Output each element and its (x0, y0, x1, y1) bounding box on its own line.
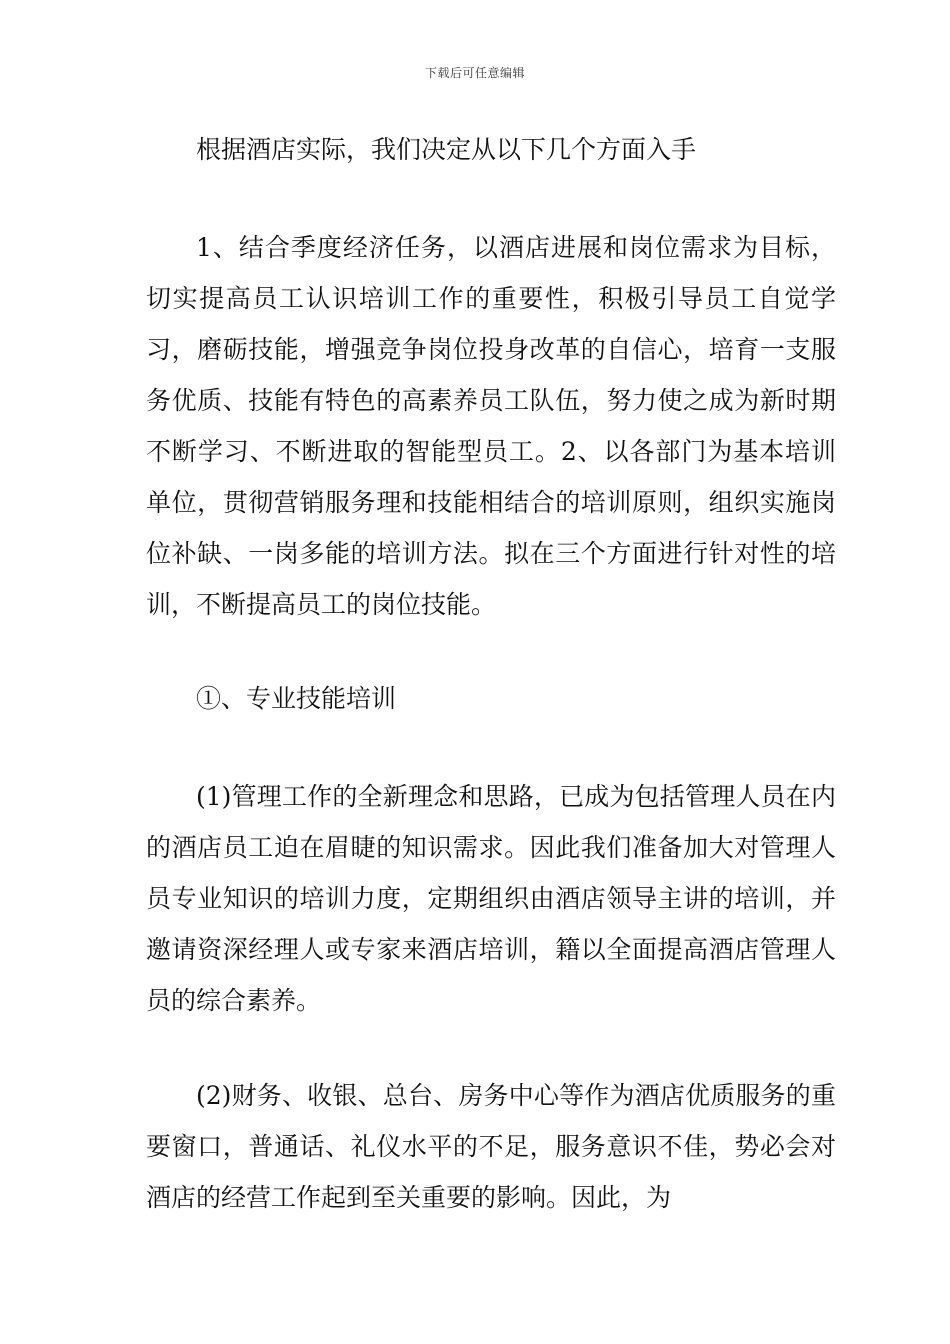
section-heading-professional-skills: ①、专业技能培训 (196, 684, 397, 713)
page-header: 下载后可任意编辑 (424, 66, 525, 80)
paragraph-point-1-2: 1、结合季度经济任务，以酒店进展和岗位需求为目标，切实提高员工认识培训工作的重要性，积极引导员工自觉学习，磨砺技能，增强竞争岗位投身改革的自信心，培育一支服务优质、技能有特色的高素养员工队伍，努力使之成为新时期不断学习、不断进取的智能型员工。2、以各部门为基本培训单位，贯彻营销服务理和技能相结合的培训原则，组织实施岗位补缺、一岗多能的培训方法。拟在三个方面进行针对性的培训，不断提高员工的岗位技能。 (146, 233, 836, 619)
paragraph-service-window-training: (2)财务、收银、总台、房务中心等作为酒店优质服务的重要窗口，普通话、礼仪水平的不足，服务意识不佳，势必会对酒店的经营工作起到至关重要的影响。因此，为 (146, 1081, 836, 1212)
paragraph-intro: 根据酒店实际，我们决定从以下几个方面入手 (196, 135, 697, 164)
paragraph-management-training: (1)管理工作的全新理念和思路，已成为包括管理人员在内的酒店员工迫在眉睫的知识需求。因此我们准备加大对管理人员专业知识的培训力度，定期组织由酒店领导主讲的培训，并邀请资深经理人或专家来酒店培训，籍以全面提高酒店管理人员的综合素养。 (146, 782, 836, 1015)
